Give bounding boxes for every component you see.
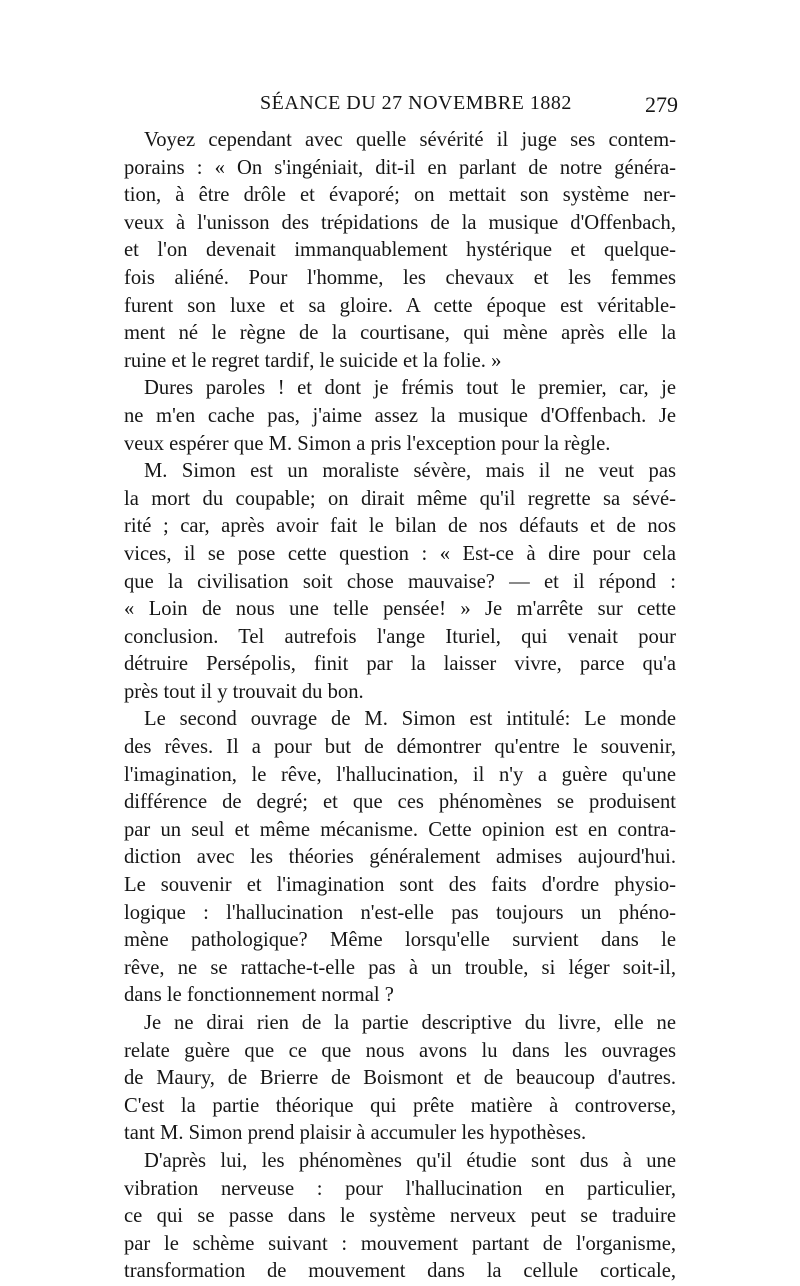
text-line: Je ne dirai rien de la partie descriptive du livre, elle ne — [144, 1012, 676, 1034]
text-line: que la civilisation soit chose mauvaise? — et il répond : — [124, 570, 676, 593]
text-line: près tout il y trouvait du bon. — [124, 680, 364, 703]
text-line: par le schème suivant : mouvement partant de l'organisme, — [124, 1232, 676, 1255]
text-line: diction avec les théories généralement admises aujourd'hui. — [124, 846, 676, 869]
text-line: par un seul et même mécanisme. Cette opinion est en contra- — [124, 818, 676, 841]
text-line: vibration nerveuse : pour l'hallucination en particulier, — [124, 1177, 676, 1200]
text-line: l'imagination, le rêve, l'hallucination, il n'y a guère qu'une — [124, 763, 676, 786]
text-line: ne m'en cache pas, j'aime assez la musique d'Offenbach. Je — [124, 404, 676, 427]
text-line: tant M. Simon prend plaisir à accumuler les hypothèses. — [124, 1122, 587, 1145]
text-line: furent son luxe et sa gloire. A cette époque est véritable- — [124, 294, 676, 317]
text-line: « Loin de nous une telle pensée! » Je m'arrête sur cette — [124, 598, 676, 621]
body-text — [124, 127, 676, 1286]
text-line: tion, à être drôle et évaporé; on mettait son système ner- — [124, 184, 676, 207]
text-line: conclusion. Tel autrefois l'ange Ituriel, qui venait pour — [124, 625, 676, 648]
text-line: des rêves. Il a pour but de démontrer qu'entre le souvenir, — [124, 736, 676, 759]
text-line: Voyez cependant avec quelle sévérité il juge ses contem- — [144, 129, 676, 151]
text-line: la mort du coupable; on dirait même qu'il regrette sa sévé- — [124, 487, 676, 510]
text-line: différence de degré; et que ces phénomènes se produisent — [124, 791, 676, 814]
text-line: transformation de mouvement dans la cellule corticale, — [124, 1260, 676, 1283]
text-line: dans le fonctionnement normal ? — [124, 984, 394, 1007]
text-line: Dures paroles ! et dont je frémis tout le premier, car, je — [144, 377, 676, 400]
text-line: C'est la partie théorique qui prête matière à controverse, — [124, 1094, 676, 1117]
text-line: porains : « On s'ingéniait, dit-il en parlant de notre généra- — [124, 156, 676, 179]
text-line: ment né le règne de la courtisane, qui mène après elle la — [124, 322, 676, 345]
text-line: Le souvenir et l'imagination sont des faits d'ordre physio- — [124, 874, 676, 897]
page-number: 279 — [645, 92, 678, 117]
text-line: rêve, ne se rattache-t-elle pas à un trouble, si léger soit-il, — [124, 956, 676, 979]
text-line: relate guère que ce que nous avons lu dans les ouvrages — [124, 1039, 676, 1062]
text-line: M. Simon est un moraliste sévère, mais il ne veut pas — [144, 460, 676, 483]
text-line: rité ; car, après avoir fait le bilan de nos défauts et de nos — [124, 515, 676, 538]
text-line: logique : l'hallucination n'est-elle pas toujours un phéno- — [124, 901, 676, 924]
text-line: veux à l'unisson des trépidations de la musique d'Offenbach, — [124, 211, 676, 234]
text-line: et l'on devenait immanquablement hystérique et quelque- — [124, 239, 676, 262]
running-title: SÉANCE DU 27 NOVEMBRE 1882 — [260, 92, 572, 114]
text-line: veux espérer que M. Simon a pris l'exception pour la règle. — [124, 432, 611, 455]
text-line: Le second ouvrage de M. Simon est intitulé: Le monde — [144, 708, 676, 731]
text-line: fois aliéné. Pour l'homme, les chevaux et les femmes — [124, 266, 676, 289]
text-line: D'après lui, les phénomènes qu'il étudie sont dus à une — [144, 1149, 676, 1172]
text-line: ce qui se passe dans le système nerveux peut se traduire — [124, 1205, 676, 1228]
text-line: détruire Persépolis, finit par la laisser vivre, parce qu'a — [124, 653, 676, 676]
text-line: vices, il se pose cette question : « Est-ce à dire pour cela — [124, 542, 676, 565]
text-line: ruine et le regret tardif, le suicide et la folie. » — [124, 349, 502, 372]
running-head — [118, 92, 678, 120]
text-line: de Maury, de Brierre de Boismont et de beaucoup d'autres. — [124, 1067, 676, 1090]
text-line: mène pathologique? Même lorsqu'elle survient dans le — [124, 929, 676, 952]
